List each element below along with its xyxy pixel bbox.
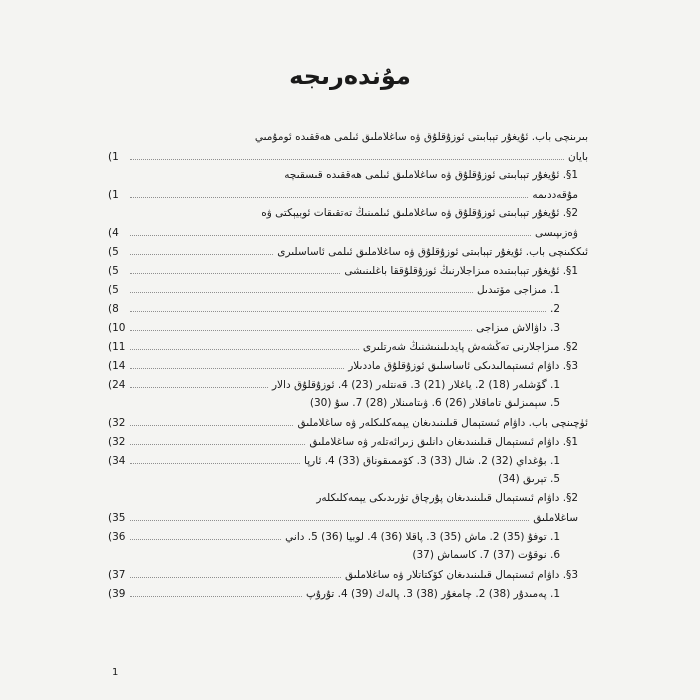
dot-leader xyxy=(130,584,302,597)
dot-leader xyxy=(130,223,531,236)
toc-page-number: (4 xyxy=(108,227,119,239)
toc-entry-title: 1§. داۋام ئىستېمال قىلىنىدىغان دانلىق زىرائەتلەر ۋە ساغلاملىق xyxy=(309,436,578,448)
toc-entry-title: 1. گۆشلەر (18) 2. ياغلار (21) 3. قەنتلەر (23) 4. ئوزۇقلۇق دالار xyxy=(271,379,560,391)
toc-page-number: (14 xyxy=(108,360,126,372)
toc-page-number: (11 xyxy=(108,341,126,353)
dot-leader xyxy=(130,565,341,578)
toc-entry xyxy=(108,128,588,147)
dot-leader xyxy=(130,242,273,255)
toc-page-number: (10 xyxy=(108,322,126,334)
toc-page-number: (5 xyxy=(108,246,119,258)
toc-page-number: (37 xyxy=(108,569,126,581)
toc-entry xyxy=(108,527,588,546)
dot-leader xyxy=(130,508,529,521)
dot-leader xyxy=(130,147,564,160)
toc-entry-title: ۋەزىپىسى xyxy=(534,227,578,239)
dot-leader xyxy=(130,337,359,350)
toc-page-number: (36 xyxy=(108,531,126,543)
toc-entry-title: 6. نوقۇت (37) 7. كاسماش (37) xyxy=(412,549,560,561)
toc-entry-title: بايان xyxy=(568,151,588,163)
page-title: مۇندەرىجە xyxy=(289,62,411,90)
toc-entry xyxy=(108,166,588,185)
dot-leader xyxy=(130,280,473,293)
dot-leader xyxy=(130,432,305,445)
toc-entry xyxy=(108,546,588,565)
table-of-contents xyxy=(108,128,588,603)
toc-page-number: (8 xyxy=(108,303,119,315)
toc-entry xyxy=(108,299,588,318)
toc-entry xyxy=(108,508,588,527)
toc-entry-title: 1. مىزاجى مۆتىدىل xyxy=(477,284,560,296)
toc-entry-title: 2§. ئۇيغۇر تېبابىتى ئوزۇقلۇق ۋە ساغلاملىق ئىلمىنىڭ تەتقىقات ئوبيېكتى ۋە xyxy=(261,207,578,219)
toc-entry-title: ساغلاملىق xyxy=(533,512,578,524)
toc-entry xyxy=(108,356,588,375)
toc-entry-title: 2. xyxy=(549,303,560,315)
toc-entry-title: 1. توفۇ (35) 2. ماش (35) 3. پاقلا (36) 4. لوبيا (36) 5. داني xyxy=(285,531,560,543)
toc-entry xyxy=(108,470,588,489)
toc-entry-title: 5. سېمىزلىق تاماقلار (26) 6. ۋىتامىنلار (28) 7. سۇ (30) xyxy=(309,397,560,409)
dot-leader xyxy=(130,185,528,198)
dot-leader xyxy=(130,299,546,312)
toc-entry-title: 5. تېرىق (34) xyxy=(498,473,560,485)
toc-entry xyxy=(108,451,588,470)
toc-entry xyxy=(108,204,588,223)
toc-page-number: (5 xyxy=(108,284,119,296)
toc-entry xyxy=(108,280,588,299)
dot-leader xyxy=(130,413,293,426)
toc-entry xyxy=(108,337,588,356)
toc-page-number: (39 xyxy=(108,588,126,600)
toc-entry-title: 3§. داۋام ئىستېمالىدىكى ئاساسلىق ئوزۇقلۇق ماددىلار xyxy=(348,360,578,372)
toc-entry xyxy=(108,185,588,204)
toc-entry-title: مۇقەددىمە xyxy=(532,189,578,201)
toc-entry-title: 2§. داۋام ئىستېمال قىلىنىدىغان پۇرچاق تۈرىدىكى يېمەكلىكلەر xyxy=(316,492,578,504)
dot-leader xyxy=(130,318,472,331)
toc-entry-title: 3§. داۋام ئىستېمال قىلىنىدىغان كۆكتاتلار ۋە ساغلاملىق xyxy=(344,569,578,581)
toc-entry xyxy=(108,394,588,413)
toc-entry xyxy=(108,318,588,337)
toc-entry xyxy=(108,565,588,584)
toc-entry xyxy=(108,223,588,242)
toc-entry-title: ئۈچىنچى باب. داۋام ئىستېمال قىلىنىدىغان يېمەكلىكلەر ۋە ساغلاملىق xyxy=(297,417,588,429)
dot-leader xyxy=(130,375,268,388)
toc-page-number: (1 xyxy=(108,189,119,201)
toc-page-number: (5 xyxy=(108,265,119,277)
toc-entry xyxy=(108,242,588,261)
toc-entry-title: 1§. ئۇيغۇر تېبابىتى ئوزۇقلۇق ۋە ساغلاملىق ئىلمى ھەققىدە قىسقىچە xyxy=(284,169,578,181)
toc-entry xyxy=(108,147,588,166)
toc-page-number: (34 xyxy=(108,455,126,467)
toc-entry-title: بىرىنچى باب. ئۇيغۇر تېبابىتى ئوزۇقلۇق ۋە ساغلاملىق ئىلمى ھەققىدە ئومۇمىي xyxy=(254,131,588,143)
toc-entry-title: 3. داۋالاش مىزاجى xyxy=(476,322,560,334)
toc-entry-title: 2§. مىزاجلارنى تەڭشەش پايدىلىنىشنىڭ شەرتلىرى xyxy=(362,341,578,353)
page-mark: 1 xyxy=(112,667,119,678)
toc-entry-title: ئىككىنچى باب. ئۇيغۇر تېبابىتى ئوزۇقلۇق ۋە ساغلاملىق ئىلمى ئاساسلىرى xyxy=(277,246,588,258)
toc-entry xyxy=(108,489,588,508)
dot-leader xyxy=(130,451,300,464)
dot-leader xyxy=(130,356,344,369)
toc-entry xyxy=(108,432,588,451)
toc-entry-title: 1§. ئۇيغۇر تېبابىتىدە مىزاجلارنىڭ ئوزۇقلۇققا باغلىنىشى xyxy=(344,265,578,277)
dot-leader xyxy=(130,527,281,540)
toc-page-number: (35 xyxy=(108,512,126,524)
toc-page-number: (32 xyxy=(108,436,126,448)
toc-entry xyxy=(108,413,588,432)
toc-page-number: (32 xyxy=(108,417,126,429)
toc-entry xyxy=(108,584,588,603)
dot-leader xyxy=(130,261,340,274)
toc-entry-title: 1. بۇغداي (32) 2. شال (33) 3. كۆممىقوناق (33) 4. ئارپا xyxy=(304,455,560,467)
toc-page-number: (1 xyxy=(108,151,119,163)
toc-page-number: (24 xyxy=(108,379,126,391)
toc-entry-title: 1. پەمىدۇر (38) 2. چامغۇر (38) 3. پالەك (39) 4. تۇرۇپ xyxy=(305,588,560,600)
toc-entry xyxy=(108,261,588,280)
toc-entry xyxy=(108,375,588,394)
